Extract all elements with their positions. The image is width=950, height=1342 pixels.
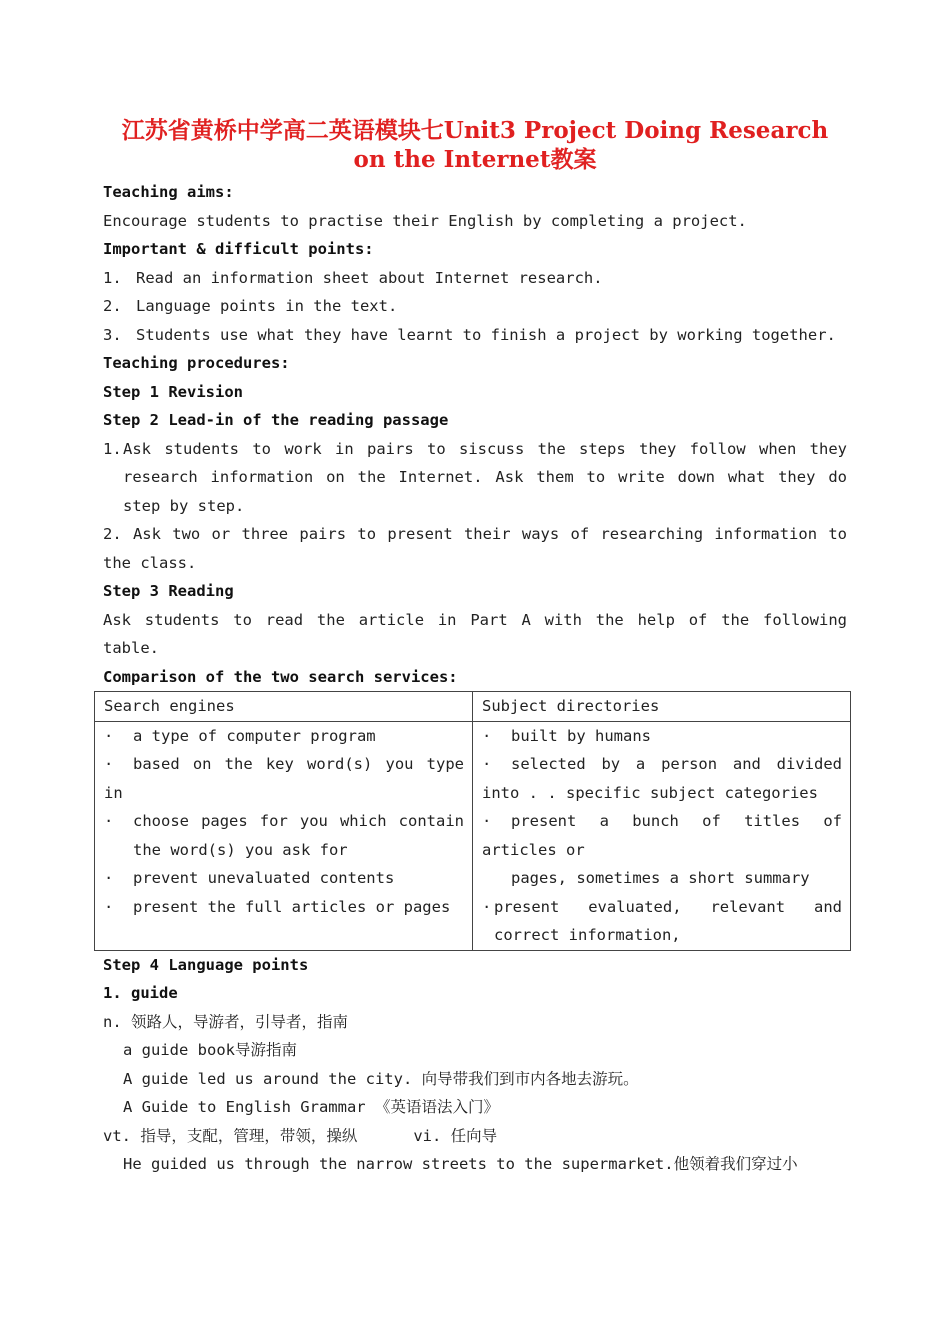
bullet: ·	[104, 869, 114, 887]
bullet: ·	[104, 726, 114, 745]
bullet: ·	[482, 897, 492, 916]
bullet: ·	[104, 755, 114, 773]
list-number: 3.	[103, 325, 122, 344]
important-point	[103, 292, 847, 321]
step-2-item	[103, 520, 847, 577]
list-text: present a bunch of titles of articles or	[482, 812, 842, 859]
list-item	[104, 864, 464, 893]
search-engines-cell	[95, 721, 473, 950]
list-text: prevent unevaluated contents	[133, 869, 395, 887]
list-item	[482, 722, 842, 751]
list-text: Ask students to work in pairs to siscuss the steps they follow when they research information on the Internet. Ask them to write down what they do step by step.	[123, 439, 847, 515]
list-number: 1.	[103, 268, 122, 287]
list-number: 2.	[103, 297, 122, 315]
definition-line: n. 领路人，导游者，引导者，指南	[103, 1012, 348, 1031]
list-text: choose pages for you which contain the word(s) you ask for	[133, 812, 464, 859]
comparison-heading: Comparison of the two search services:	[103, 667, 458, 686]
document-title	[89, 116, 861, 174]
list-item	[482, 750, 842, 807]
list-item	[482, 893, 842, 950]
step-1-heading: Step 1 Revision	[103, 382, 243, 401]
example-line: A guide led us around the city. 向导带我们到市内各地去游玩。	[123, 1069, 639, 1088]
list-number: 2.	[103, 525, 122, 543]
important-points-heading: Important & difficult points:	[103, 240, 374, 258]
bullet: ·	[104, 897, 114, 916]
list-number: 1.	[103, 439, 122, 458]
list-text: built by humans	[511, 726, 651, 745]
list-text: Language points in the text.	[136, 297, 398, 315]
list-item-continuation: pages, sometimes a short summary	[511, 869, 810, 887]
step-2-item	[103, 435, 847, 521]
example-line: He guided us through the narrow streets to the supermarket.他领着我们穿过小	[123, 1155, 798, 1173]
comparison-table	[94, 691, 851, 951]
list-text: Ask two or three pairs to present their ways of researching information to the class.	[103, 525, 847, 572]
list-text: Read an information sheet about Internet research.	[136, 268, 603, 287]
list-text: based on the key word(s) you type in	[104, 755, 464, 802]
example-line: a guide book导游指南	[123, 1041, 297, 1059]
list-text: present evaluated, relevant and correct information,	[494, 897, 842, 944]
example-line: A Guide to English Grammar 《英语语法入门》	[123, 1098, 499, 1116]
step-3-heading: Step 3 Reading	[103, 582, 234, 600]
table-row	[95, 721, 851, 950]
teaching-aims-heading: Teaching aims:	[103, 183, 234, 201]
table-header-row	[95, 692, 851, 722]
step-4-heading: Step 4 Language points	[103, 955, 309, 974]
procedures-heading: Teaching procedures:	[103, 354, 290, 372]
step-3-text: Ask students to read the article in Part A with the help of the following table.	[103, 610, 847, 657]
step-2-heading: Step 2 Lead-in of the reading passage	[103, 411, 449, 429]
list-text: a type of computer program	[133, 726, 376, 745]
list-item	[104, 893, 464, 922]
list-text: present the full articles or pages	[133, 897, 451, 916]
title-line-2: on the Internet教案	[353, 146, 597, 173]
list-item	[482, 807, 842, 864]
important-point	[103, 321, 847, 350]
definition-line: vt. 指导，支配，管理，带领，操纵 vi. 任向导	[103, 1126, 498, 1145]
list-text: selected by a person and divided into . . specific subject categories	[482, 755, 842, 802]
subject-directories-cell	[473, 721, 851, 950]
language-point-heading: 1. guide	[103, 984, 178, 1002]
bullet: ·	[482, 755, 492, 773]
teaching-aims-text: Encourage students to practise their English by completing a project.	[103, 211, 747, 230]
list-item	[104, 750, 464, 807]
list-text: Students use what they have learnt to finish a project by working together.	[136, 325, 836, 344]
table-header-cell: Subject directories	[473, 692, 851, 722]
table-header-cell: Search engines	[95, 692, 473, 722]
title-line-1: 江苏省黄桥中学高二英语模块七Unit3 Project Doing Research	[121, 117, 829, 144]
bullet: ·	[482, 812, 492, 830]
bullet: ·	[482, 726, 492, 745]
list-item	[104, 722, 464, 751]
list-item	[104, 807, 464, 864]
document-body	[103, 116, 847, 1179]
bullet: ·	[104, 812, 114, 830]
important-point	[103, 264, 847, 293]
